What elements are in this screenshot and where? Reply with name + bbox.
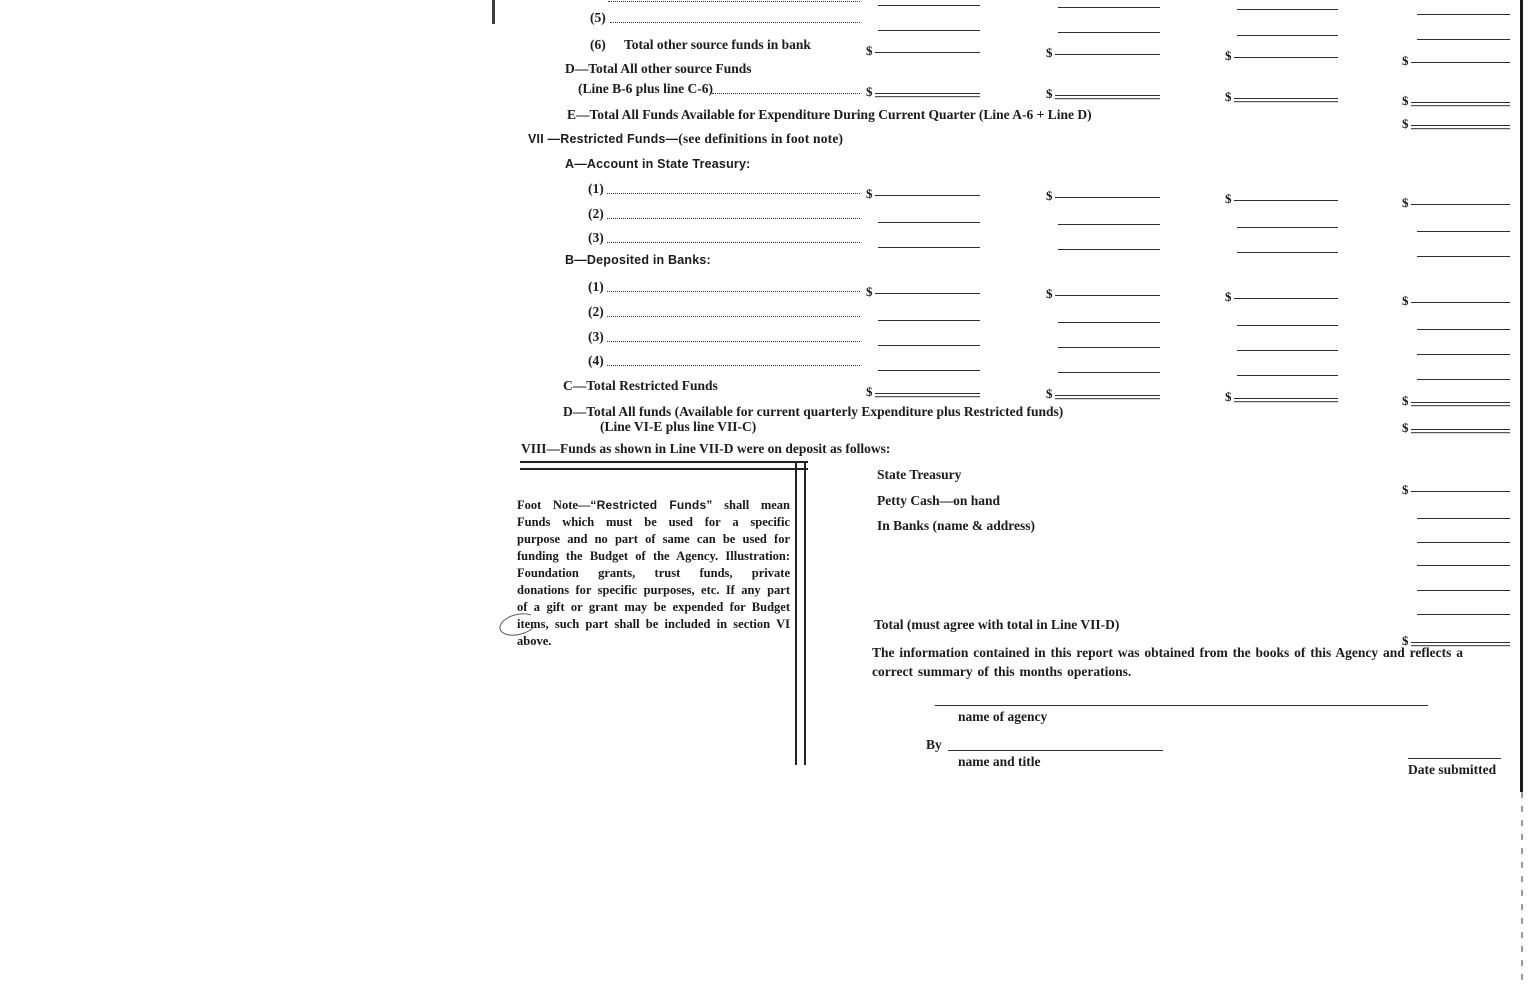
footnote-prefix: Foot Note— xyxy=(517,498,591,512)
amount-line[interactable] xyxy=(1058,211,1160,225)
total-amount-line[interactable] xyxy=(866,380,980,399)
amount-line[interactable] xyxy=(878,307,980,321)
footnote-body: shall mean Funds which must be used for a specific purpose and no part of same can be used for funding the Budget of the Agency. Illustration: Foundation grants, trust funds, private donations for specific purposes, etc. If any part of a gift or grant may be expended for Budget items, such part shall be included in section VI above. xyxy=(517,498,790,648)
sec7-b-item-3: (3) xyxy=(588,329,604,344)
sec6-d-line2: (Line B-6 plus line C-6) xyxy=(578,81,714,96)
dollar-sign: $ xyxy=(1046,86,1053,101)
amount-line[interactable] xyxy=(1417,1,1510,15)
dollar-sign: $ xyxy=(1046,286,1053,301)
amount-line[interactable] xyxy=(1417,577,1510,591)
total-amount-line[interactable] xyxy=(1046,382,1160,401)
dollar-sign: $ xyxy=(1402,53,1409,68)
name-title-caption: name and title xyxy=(958,754,1041,769)
dollar-sign: $ xyxy=(1402,482,1409,497)
item-6-text: Total other source funds in bank xyxy=(624,37,811,52)
amount-line[interactable] xyxy=(1046,184,1160,203)
dollar-sign: $ xyxy=(1225,89,1232,104)
total-amount-line[interactable] xyxy=(1225,385,1338,404)
amount-line[interactable] xyxy=(1417,26,1510,40)
dollar-sign: $ xyxy=(1402,633,1409,648)
amount-line[interactable] xyxy=(1058,359,1160,373)
dollar-sign: $ xyxy=(866,384,873,399)
amount-line[interactable] xyxy=(1417,316,1510,330)
total-amount-line[interactable] xyxy=(1402,89,1510,108)
leader-dots xyxy=(712,93,860,94)
dollar-sign: $ xyxy=(1225,48,1232,63)
amount-line[interactable] xyxy=(1237,0,1338,10)
amount-line[interactable] xyxy=(1402,49,1510,68)
amount-line[interactable] xyxy=(1058,309,1160,323)
dollar-sign: $ xyxy=(1225,191,1232,206)
dollar-sign: $ xyxy=(866,84,873,99)
amount-line[interactable] xyxy=(1417,505,1510,519)
sec7-d-line1: D—Total All funds (Available for current quarterly Expenditure plus Restricted funds) xyxy=(563,404,1064,419)
amount-line[interactable] xyxy=(1058,19,1160,33)
amount-line[interactable] xyxy=(1402,191,1510,210)
sec6-e-text: E—Total All Funds Available for Expenditure During Current Quarter (Line A-6 + Line D) xyxy=(567,107,1092,122)
total-amount-line[interactable] xyxy=(1402,389,1510,408)
amount-line[interactable] xyxy=(1417,601,1510,615)
sec7-d-line2: (Line VI-E plus line VII-C) xyxy=(600,419,757,434)
amount-line[interactable] xyxy=(1046,282,1160,301)
page-right-border-dashes xyxy=(1521,792,1523,984)
amount-line[interactable] xyxy=(1237,214,1338,228)
amount-line[interactable] xyxy=(1237,22,1338,36)
dollar-sign: $ xyxy=(1402,116,1409,131)
description-line[interactable] xyxy=(607,291,860,292)
total-amount-line[interactable] xyxy=(1402,112,1510,131)
amount-line[interactable] xyxy=(1417,552,1510,566)
sec7-a-item-1: (1) xyxy=(588,181,604,196)
amount-line[interactable] xyxy=(878,0,980,6)
dollar-sign: $ xyxy=(866,43,873,58)
sec7-heading-rest: (see definitions in foot note) xyxy=(678,131,844,146)
sec7-b-item-2: (2) xyxy=(588,304,604,319)
amount-line[interactable] xyxy=(866,182,980,201)
amount-line[interactable] xyxy=(1225,285,1338,304)
date-submitted-line[interactable] xyxy=(1408,758,1501,759)
description-line[interactable] xyxy=(610,22,860,23)
dollar-sign: $ xyxy=(1225,289,1232,304)
amount-line[interactable] xyxy=(1046,41,1160,60)
footnote-box-border xyxy=(795,463,797,765)
dollar-sign: $ xyxy=(1046,386,1053,401)
amount-line[interactable] xyxy=(1402,478,1510,497)
footnote-term: “Restricted Funds” xyxy=(590,498,713,512)
dollar-sign: $ xyxy=(1225,389,1232,404)
by-label: By xyxy=(926,737,942,752)
description-line[interactable] xyxy=(607,316,860,317)
stray-pen-mark xyxy=(492,0,495,24)
amount-line[interactable] xyxy=(1058,0,1160,8)
amount-line[interactable] xyxy=(1417,366,1510,380)
amount-line[interactable] xyxy=(1237,312,1338,326)
sec7-b-item-4: (4) xyxy=(588,353,604,368)
total-amount-line[interactable] xyxy=(1225,85,1338,104)
sec7-b-heading: B—Deposited in Banks: xyxy=(565,253,711,267)
amount-line[interactable] xyxy=(1058,334,1160,348)
amount-line[interactable] xyxy=(1237,337,1338,351)
deposit-label-in-banks: In Banks (name & address) xyxy=(877,518,1036,533)
signature-line[interactable] xyxy=(948,750,1163,751)
sec7-a-item-2: (2) xyxy=(588,206,604,221)
certification-statement: The information contained in this report was obtained from the books of this Agency and reflects a correct summary of this months operations. xyxy=(872,645,1464,679)
dollar-sign: $ xyxy=(866,186,873,201)
description-line[interactable] xyxy=(607,365,860,366)
amount-line[interactable] xyxy=(878,209,980,223)
amount-line[interactable] xyxy=(878,332,980,346)
deposit-label-state-treasury: State Treasury xyxy=(877,467,962,482)
agency-name-line[interactable] xyxy=(935,705,1428,706)
amount-line[interactable] xyxy=(1225,187,1338,206)
amount-line[interactable] xyxy=(866,280,980,299)
sec7-a-heading: A—Account in State Treasury: xyxy=(565,157,751,171)
deposit-label-petty-cash: Petty Cash—on hand xyxy=(877,493,1001,508)
dollar-sign: $ xyxy=(1046,45,1053,60)
amount-line[interactable] xyxy=(1417,529,1510,543)
footnote-box-border xyxy=(520,461,808,463)
amount-line[interactable] xyxy=(1417,218,1510,232)
agency-name-caption: name of agency xyxy=(958,709,1048,724)
dollar-sign: $ xyxy=(1402,420,1409,435)
item-5-label: (5) xyxy=(590,10,606,25)
description-line[interactable] xyxy=(607,242,860,243)
amount-line[interactable] xyxy=(1237,239,1338,253)
sec7-c-text: C—Total Restricted Funds xyxy=(563,378,718,393)
amount-line[interactable] xyxy=(878,234,980,248)
date-submitted-caption: Date submitted xyxy=(1408,762,1497,777)
total-amount-line[interactable] xyxy=(1402,629,1510,648)
sec8-heading: VIII—Funds as shown in Line VII-D were on deposit as follows: xyxy=(521,441,891,456)
sec7-heading-bold: VII —Restricted Funds— xyxy=(528,132,679,146)
sec7-b-item-1: (1) xyxy=(588,279,604,294)
total-amount-line[interactable] xyxy=(1402,416,1510,435)
footnote-box-border xyxy=(520,468,808,470)
sec7-heading xyxy=(528,131,843,147)
sec6-d-line1: D—Total All other source Funds xyxy=(565,61,752,76)
total-amount-line[interactable] xyxy=(1046,82,1160,101)
dollar-sign: $ xyxy=(1402,293,1409,308)
dollar-sign: $ xyxy=(1402,195,1409,210)
description-line[interactable] xyxy=(607,218,860,219)
amount-line[interactable] xyxy=(878,17,980,31)
amount-line[interactable] xyxy=(1417,341,1510,355)
amount-line[interactable] xyxy=(1417,243,1510,257)
sec7-a-item-3: (3) xyxy=(588,230,604,245)
description-line[interactable] xyxy=(607,341,860,342)
sec8-total-text: Total (must agree with total in Line VII-D) xyxy=(874,617,1120,632)
dollar-sign: $ xyxy=(866,284,873,299)
amount-line[interactable] xyxy=(1058,236,1160,250)
description-line[interactable] xyxy=(607,193,860,194)
page-right-border xyxy=(1520,0,1523,792)
amount-line[interactable] xyxy=(1237,362,1338,376)
description-line[interactable] xyxy=(608,1,860,2)
dollar-sign: $ xyxy=(1402,93,1409,108)
amount-line[interactable] xyxy=(1225,44,1338,63)
amount-line[interactable] xyxy=(878,357,980,371)
dollar-sign: $ xyxy=(1046,188,1053,203)
amount-line[interactable] xyxy=(1402,289,1510,308)
footnote-box-border xyxy=(804,463,806,765)
amount-line[interactable] xyxy=(866,39,980,58)
total-amount-line[interactable] xyxy=(866,80,980,99)
dollar-sign: $ xyxy=(1402,393,1409,408)
footnote-text xyxy=(517,497,790,650)
item-6-label: (6) xyxy=(590,37,606,52)
